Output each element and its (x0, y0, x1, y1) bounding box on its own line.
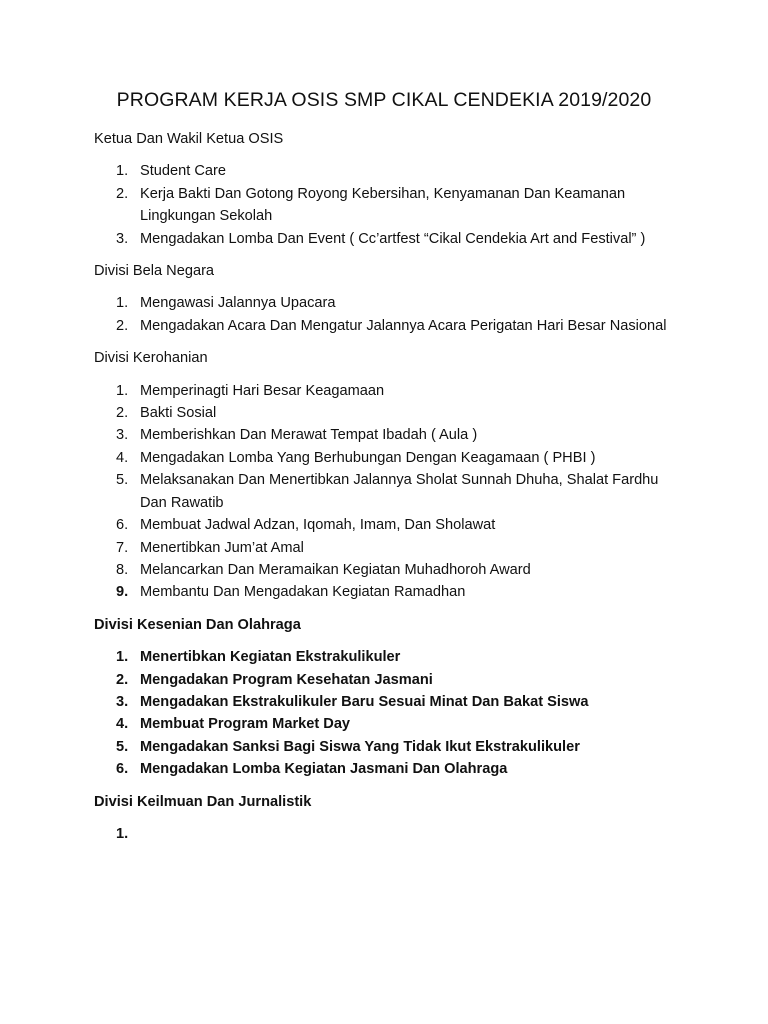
list-item-number: 3. (116, 693, 129, 710)
list-item (94, 424, 684, 446)
document-body (94, 128, 684, 842)
list-item-text: Membuat Jadwal Adzan, Iqomah, Imam, Dan Sholawat (140, 517, 496, 534)
list-item-text: Mengadakan Ekstrakulikuler Baru Sesuai Minat Dan Bakat Siswa (140, 693, 589, 710)
section-heading: Divisi Keilmuan Dan Jurnalistik (94, 793, 312, 810)
list-item-number: 5. (116, 472, 129, 489)
list-item-number: 3. (116, 230, 129, 247)
section-heading: Divisi Bela Negara (94, 263, 215, 280)
list-item-number: 7. (116, 539, 129, 556)
list-item (94, 469, 684, 514)
list-item-number: 1. (116, 163, 129, 180)
list-item-number: 2. (116, 671, 129, 688)
list-item (94, 514, 684, 536)
list-item-number: 1. (116, 825, 129, 842)
list-item-number: 1. (116, 382, 129, 399)
list-item-text: Mengawasi Jalannya Upacara (140, 295, 336, 312)
list-item-text: Mengadakan Program Kesehatan Jasmani (140, 671, 433, 688)
list-item-text: Membuat Program Market Day (140, 716, 351, 733)
section-heading: Divisi Kerohanian (94, 350, 208, 367)
list-item (94, 315, 684, 337)
list-item (94, 758, 684, 780)
list-item-number: 8. (116, 561, 129, 578)
section-list (94, 160, 684, 250)
list-item-text: Bakti Sosial (140, 405, 217, 422)
section-heading: Divisi Kesenian Dan Olahraga (94, 616, 301, 633)
list-item-text: Menertibkan Jum’at Amal (140, 539, 304, 556)
list-item-number: 9. (116, 584, 129, 601)
list-item-text: Mengadakan Lomba Kegiatan Jasmani Dan Olahraga (140, 761, 508, 778)
list-item (94, 559, 684, 581)
list-item-text: Melancarkan Dan Meramaikan Kegiatan Muhadhoroh Award (140, 561, 531, 578)
list-item-text: Mengadakan Sanksi Bagi Siswa Yang Tidak Ikut Ekstrakulikuler (140, 738, 580, 755)
section-list (94, 646, 684, 780)
list-item-text: Mengadakan Acara Dan Mengatur Jalannya Acara Perigatan Hari Besar Nasional (140, 317, 667, 334)
list-item (94, 160, 684, 182)
list-item-text: Melaksanakan Dan Menertibkan Jalannya Sholat Sunnah Dhuha, Shalat Fardhu Dan Rawatib (140, 472, 659, 511)
list-item-number: 5. (116, 738, 129, 755)
list-item-number: 2. (116, 185, 129, 202)
list-item (94, 292, 684, 314)
list-item-text: Mengadakan Lomba Yang Berhubungan Dengan Keagamaan ( PHBI ) (140, 449, 596, 466)
list-item (94, 228, 684, 250)
list-item (94, 736, 684, 758)
list-item (94, 713, 684, 735)
list-item-text: Memberishkan Dan Merawat Tempat Ibadah ( Aula ) (140, 427, 478, 444)
list-item-number: 2. (116, 405, 129, 422)
section-list (94, 380, 684, 604)
list-item-text: Mengadakan Lomba Dan Event ( Cc’artfest “Cikal Cendekia Art and Festival” ) (140, 230, 646, 247)
list-item (94, 581, 684, 603)
list-item-number: 6. (116, 761, 129, 778)
list-item-text-bold: Kegiatan Ramadhan (332, 584, 466, 601)
section-list (94, 292, 684, 337)
list-item-text: Student Care (140, 163, 226, 180)
list-item-number: 1. (116, 649, 129, 666)
list-item (94, 402, 684, 424)
list-item (94, 646, 684, 668)
list-item-number: 4. (116, 449, 129, 466)
section-heading: Ketua Dan Wakil Ketua OSIS (94, 131, 284, 147)
document-title: PROGRAM KERJA OSIS SMP CIKAL CENDEKIA 2019/2020 (116, 89, 652, 111)
list-item (94, 669, 684, 691)
list-item-text: Memperinagti Hari Besar Keagamaan (140, 382, 385, 399)
list-item-number: 4. (116, 716, 129, 733)
list-item-number: 1. (116, 295, 129, 312)
list-item (94, 183, 684, 228)
list-item-text: Menertibkan Kegiatan Ekstrakulikuler (140, 649, 401, 666)
list-item-text: Kerja Bakti Dan Gotong Royong Kebersihan, Kenyamanan Dan Keamanan Lingkungan Sekolah (140, 185, 626, 225)
list-item (94, 691, 684, 713)
list-item (94, 380, 684, 402)
list-item-number: 6. (116, 517, 129, 534)
list-item-number: 2. (116, 317, 129, 334)
list-item-number: 3. (116, 427, 129, 444)
list-item (94, 537, 684, 559)
list-item-text: Membantu Dan Mengadakan (140, 584, 333, 601)
list-item (94, 447, 684, 469)
